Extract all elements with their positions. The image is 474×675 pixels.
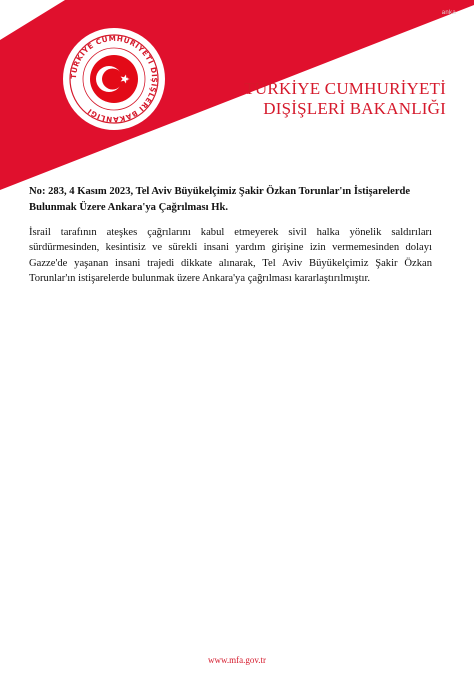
footer-website-url: www.mfa.gov.tr (207, 655, 267, 665)
ministry-name-line2: DIŞİŞLERİ BAKANLIĞI (263, 99, 446, 118)
document-body: İsrail tarafının ateşkes çağrılarını kabul etmeyerek sivil halka yönelik saldırıları sürdürmesinden, kesintisiz ve sürekli insani yardım girişine izin vermemesinden dolayı Gazze'de yaşanan insani trajedi dikkate alınarak, Tel Aviv Büyükelçimiz Şakir Özkan Torunlar'ın istişarelerde bulunmak üzere Ankara'ya çağrılması kararlaştırılmıştır. (29, 227, 432, 285)
ministry-name-line1: TÜRKİYE CUMHURİYETİ (244, 79, 446, 98)
ministry-seal-logo (60, 25, 168, 133)
watermark-text: anka (441, 10, 456, 16)
seal-ring-text: TÜRKİYE CUMHURİYETİ DIŞİŞLERİ BAKANLIĞI (68, 33, 160, 125)
document-title: No: 283, 4 Kasım 2023, Tel Aviv Büyükelçimiz Şakir Özkan Torunlar'ın İstişarelerde Bulunmak Üzere Ankara'ya Çağrılması Hk. (29, 186, 411, 213)
ministry-name (244, 79, 446, 119)
